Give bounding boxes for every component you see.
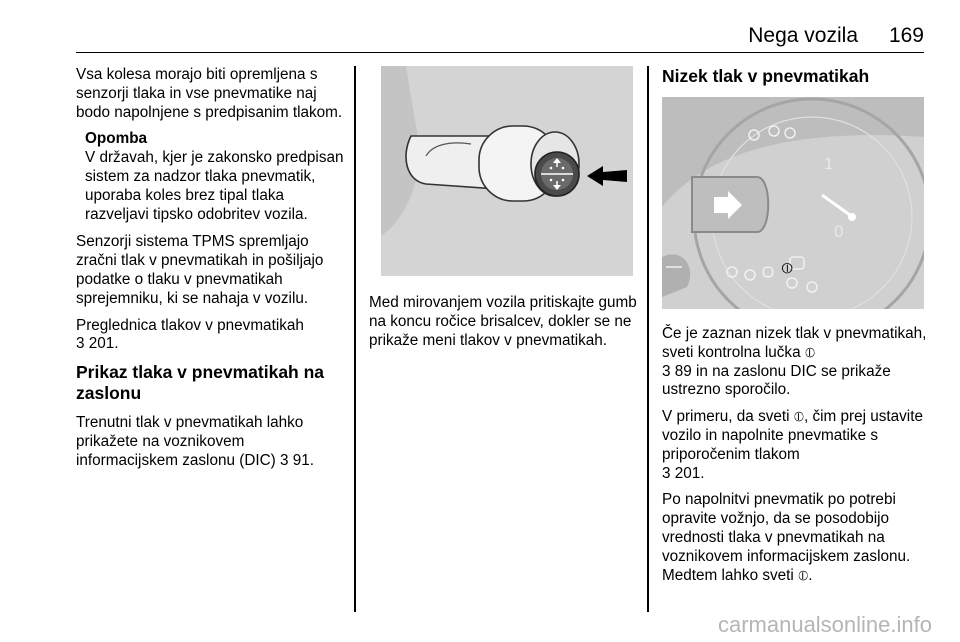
section-heading: Prikaz tlaka v pnevmatikah na zaslonu xyxy=(76,362,325,404)
instrument-cluster-illustration xyxy=(662,97,924,309)
note-block xyxy=(76,130,344,224)
note-text: V državah, kjer je zakonsko predpisan sistem za nadzor tlaka pnevmatik, uporaba koles brez tipal tlaka razveljavi tipsko odobritev vozila. xyxy=(85,149,344,223)
note-title: Opomba xyxy=(85,130,148,148)
column-divider xyxy=(647,66,649,612)
overview-paragraph xyxy=(76,317,344,355)
figure-caption: Med mirovanjem vozila pritiskajte gumb na koncu ročice brisalcev, dokler se ne prikaže meni tlakov v pnevmatikah. xyxy=(369,294,637,349)
after-inflation-paragraph xyxy=(662,491,928,585)
section-heading: Nizek tlak v pnevmatikah xyxy=(662,66,870,86)
column-right xyxy=(662,66,928,593)
low-pressure-text-ref: 3 89 in na zaslonu DIC se prikaže ustrezno sporočilo. xyxy=(662,362,891,399)
tyre-pressure-warning-icon: ⦶ xyxy=(804,344,816,361)
after-inflation-end: . xyxy=(808,566,813,584)
wiper-lever-illustration xyxy=(381,66,633,276)
column-middle xyxy=(369,66,637,358)
sensors-paragraph: Senzorji sistema TPMS spremljajo zračni tlak v pnevmatikah in pošiljajo podatke o tlaku v pnevmatikah sprejemniku, ki se nahaja v vozilu. xyxy=(76,233,324,307)
column-divider xyxy=(354,66,356,612)
instrument-cluster-icon xyxy=(662,97,924,309)
after-inflation-text: Po napolnitvi pnevmatik po potrebi opravite vožnjo, da se posodobijo vrednosti tlaka v pnevmatikah na voznikovem informacijskem zaslonu. Medtem lahko sveti xyxy=(662,491,911,584)
page-reference-link[interactable]: 3 91. xyxy=(280,451,315,469)
tyre-pressure-warning-icon: ⦶ xyxy=(798,567,809,584)
page-number: 169 xyxy=(888,24,924,47)
header-title: Nega vozila xyxy=(748,24,858,47)
page-reference-link[interactable]: 3 201. xyxy=(76,335,119,353)
display-paragraph xyxy=(76,414,344,470)
stop-vehicle-paragraph xyxy=(662,408,928,483)
stop-vehicle-text-cont: , čim prej ustavite vozilo in napolnite pnevmatike s priporočenim tlakom xyxy=(662,408,923,463)
tyre-pressure-warning-icon: ⦶ xyxy=(793,409,804,426)
page-header xyxy=(76,22,924,53)
overview-text: Preglednica tlakov v pnevmatikah xyxy=(76,316,304,334)
display-text: Trenutni tlak v pnevmatikah lahko prikažete na voznikovem informacijskem zaslonu (DIC) xyxy=(76,414,304,469)
tyre-pressure-warning-icon: ⦶ xyxy=(782,259,793,277)
low-pressure-paragraph xyxy=(662,325,928,400)
watermark: carmanualsonline.info xyxy=(717,612,932,637)
gauge-label: 1 xyxy=(824,154,834,173)
wiper-lever-icon xyxy=(381,66,633,276)
gauge-label: 0 xyxy=(834,222,844,241)
column-left xyxy=(76,66,344,479)
low-pressure-text: Če je zaznan nizek tlak v pnevmatikah, sveti kontrolna lučka xyxy=(662,325,927,361)
page-reference-link[interactable]: 3 201. xyxy=(662,464,705,482)
intro-paragraph: Vsa kolesa morajo biti opremljena s senzorji tlaka in vse pnevmatike naj bodo napolnjene s predpisanim tlakom. xyxy=(76,66,343,121)
stop-vehicle-text: V primeru, da sveti xyxy=(662,408,790,426)
